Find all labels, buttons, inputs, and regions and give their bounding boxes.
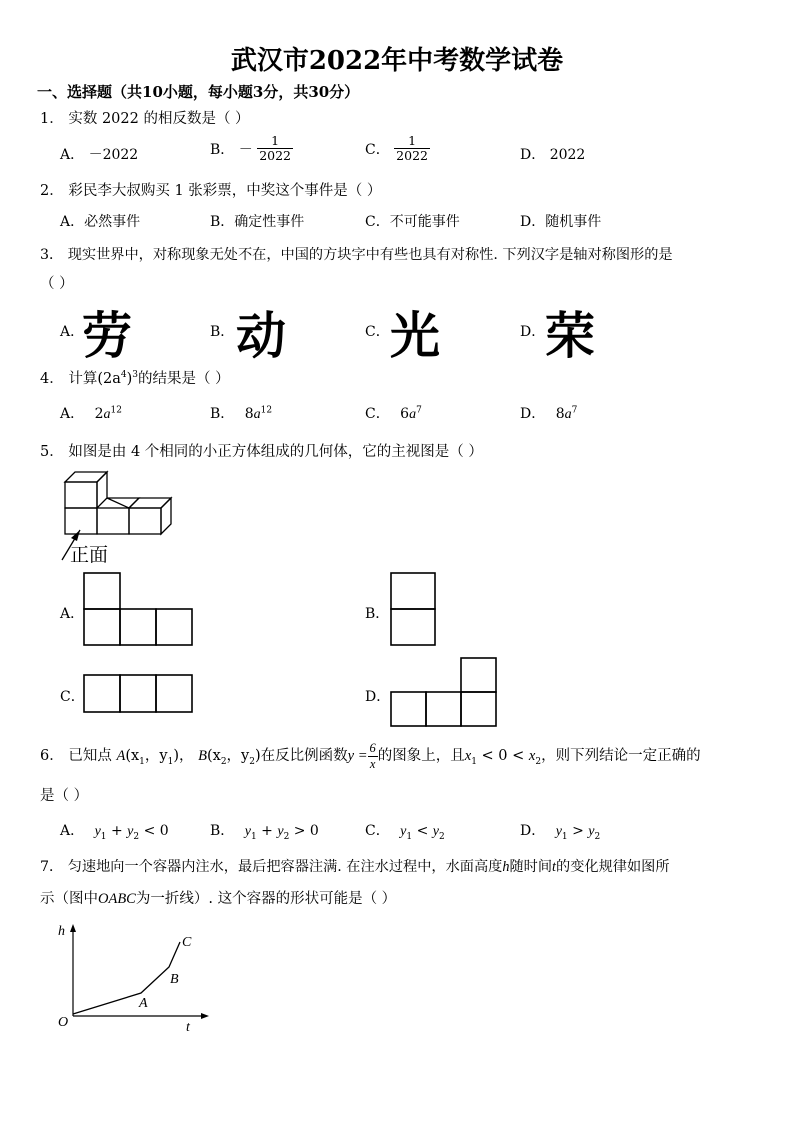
q4-stem-mid: )	[126, 371, 133, 387]
coords: (x	[206, 748, 221, 764]
point-a: A	[116, 748, 126, 764]
fraction-denominator: 2022	[396, 148, 428, 164]
option-label: A．	[60, 823, 85, 839]
point-c-label: C	[182, 935, 192, 950]
comma: ，	[179, 748, 194, 764]
variable: y	[94, 824, 101, 839]
subscript: 2	[438, 831, 445, 842]
relation: > 0	[289, 823, 319, 839]
exponent: 7	[571, 405, 578, 416]
q5-option-a-label[interactable]: A．	[60, 606, 85, 622]
exponent: 4	[120, 370, 127, 381]
q3-option-b-label[interactable]: B．	[210, 324, 235, 340]
y-axis-label: h	[58, 924, 65, 939]
q7-line1-mid: 随时间	[509, 859, 553, 875]
variable-h: h	[502, 859, 510, 875]
point-a-label: A	[139, 996, 148, 1011]
polyline-name: OABC	[98, 891, 136, 907]
operator: +	[106, 823, 128, 839]
option-label: A．	[60, 147, 85, 163]
q3-option-b-char[interactable]: 动	[236, 307, 286, 365]
coords: )	[254, 748, 261, 764]
coords: ，y	[144, 748, 168, 764]
coefficient: 8	[244, 406, 254, 422]
coords: ，y	[226, 748, 250, 764]
variable: a	[103, 407, 111, 422]
subscript: 1	[561, 831, 568, 842]
variable: y	[555, 824, 562, 839]
q6-stem-mid2: 的图象上，且	[377, 748, 465, 764]
q1-stem: 1． 实数 2022 的相反数是（ ）	[40, 111, 250, 127]
q5-option-d-label[interactable]: D．	[365, 689, 391, 705]
fraction-numerator: 6	[369, 741, 376, 756]
q3-option-d-char[interactable]: 荣	[545, 307, 595, 365]
q2-option-d[interactable]: D．随机事件	[520, 214, 602, 230]
x-axis-label: t	[186, 1020, 190, 1035]
variable: a	[409, 407, 417, 422]
q6-stem-mid: 在反比例函数	[260, 748, 348, 764]
q3-option-c-char[interactable]: 光	[390, 307, 440, 365]
coefficient: 6	[400, 406, 410, 422]
variable: a	[564, 407, 572, 422]
operator: >	[567, 823, 589, 839]
exponent: 7	[416, 405, 422, 416]
option-label: B．	[210, 141, 235, 158]
option-label: B．	[210, 823, 235, 839]
option-label: D．	[520, 823, 546, 839]
section-header: 一、选择题（共10小题，每小题3分，共30分）	[37, 83, 360, 101]
variable: y	[400, 824, 407, 839]
subscript: 2	[249, 756, 255, 767]
q7-line2-pre: 示（图中	[40, 891, 98, 907]
x-axis-arrow	[201, 1013, 209, 1019]
q7-line2-post: 为一折线）. 这个容器的形状可能是（ ）	[135, 891, 397, 907]
q3-option-a-char[interactable]: 劳	[82, 307, 132, 365]
option-label: C．	[365, 141, 390, 158]
subscript: 1	[167, 756, 174, 767]
subscript: 2	[594, 831, 601, 842]
q3-stem-line1: 3． 现实世界中，对称现象无处不在，中国的方块字中有些也具有对称性. 下列汉字是轴对称图形的是	[40, 247, 673, 263]
subscript: 2	[220, 756, 227, 767]
variable: y	[244, 824, 251, 839]
front-view-label: 正面	[70, 544, 109, 566]
variable: y	[588, 824, 595, 839]
q7-line1-post: 的变化规律如图所	[556, 859, 670, 875]
fraction-denominator: 2022	[259, 148, 292, 164]
subscript: 2	[283, 831, 290, 842]
option-label: D．	[520, 147, 546, 163]
q5-option-b-label[interactable]: B．	[365, 606, 390, 622]
q3-option-a-label[interactable]: A．	[60, 324, 85, 340]
coefficient: 2	[94, 406, 104, 422]
variable-t: t	[552, 859, 556, 875]
exponent: 3	[132, 370, 139, 381]
q3-option-c-label[interactable]: C．	[365, 324, 390, 340]
variable: y	[277, 824, 284, 839]
y-axis-arrow	[70, 924, 76, 932]
subscript: 1	[250, 831, 257, 842]
option-label: B．	[210, 406, 235, 422]
option-value: 2022	[549, 147, 586, 163]
relation: < 0	[139, 823, 169, 839]
variable: x	[464, 748, 472, 764]
minus-sign: －	[238, 141, 253, 158]
fraction-numerator: 1	[394, 134, 430, 149]
q2-stem: 2． 彩民李大叔购买 1 张彩票，中奖这个事件是（ ）	[40, 183, 382, 199]
q2-option-a[interactable]: A．必然事件	[60, 214, 141, 230]
q3-stem-line2: （ ）	[40, 276, 74, 292]
coefficient: 8	[555, 406, 565, 422]
q2-option-b[interactable]: B．确定性事件	[210, 214, 305, 230]
q5-option-c-label[interactable]: C．	[60, 689, 85, 705]
q6-stem-pre: 6． 已知点	[40, 748, 112, 764]
inequality: < 0 <	[476, 748, 529, 764]
q5-stem: 5． 如图是由 4 个相同的小正方体组成的几何体，它的主视图是（ ）	[40, 444, 483, 460]
point-b: B	[198, 748, 207, 764]
page-title: 武汉市2022年中考数学试卷	[230, 46, 564, 76]
coords: )	[173, 748, 179, 764]
option-label: C．	[365, 823, 390, 839]
subscript: 1	[471, 756, 477, 767]
option-label: C．	[365, 406, 390, 422]
variable: y	[432, 824, 439, 839]
q7-line1-pre: 7． 匀速地向一个容器内注水，最后把容器注满. 在注水过程中，水面高度	[40, 859, 503, 875]
variable: x	[528, 748, 536, 764]
variable: a	[253, 407, 261, 422]
operator: <	[412, 823, 433, 839]
q4-stem-pre: 4． 计算(2a	[40, 371, 121, 387]
subscript: 1	[139, 756, 145, 767]
option-label: D．	[520, 406, 546, 422]
q2-option-c[interactable]: C．不可能事件	[365, 214, 460, 230]
fraction-denominator: x	[369, 756, 376, 771]
q4-stem-post: 的结果是（ ）	[138, 371, 230, 387]
option-value: －2022	[88, 147, 139, 163]
variable: y	[127, 824, 134, 839]
operator: +	[256, 823, 278, 839]
origin-label: O	[58, 1015, 69, 1030]
subscript: 1	[406, 831, 413, 842]
q6-stem-post: ，则下列结论一定正确的	[541, 748, 701, 764]
exponent: 12	[260, 405, 273, 416]
subscript: 2	[535, 756, 542, 767]
q6-stem-line2: 是（ ）	[40, 788, 89, 804]
coords: (x	[125, 748, 140, 764]
subscript: 2	[133, 831, 140, 842]
polyline-oabc	[73, 942, 180, 1014]
exponent: 12	[110, 405, 122, 416]
option-label: A．	[60, 406, 85, 422]
function-lhs: y =	[347, 748, 368, 764]
point-b-label: B	[170, 972, 179, 987]
q3-option-d-label[interactable]: D．	[520, 324, 546, 340]
subscript: 1	[100, 831, 107, 842]
fraction-numerator: 1	[257, 134, 293, 149]
